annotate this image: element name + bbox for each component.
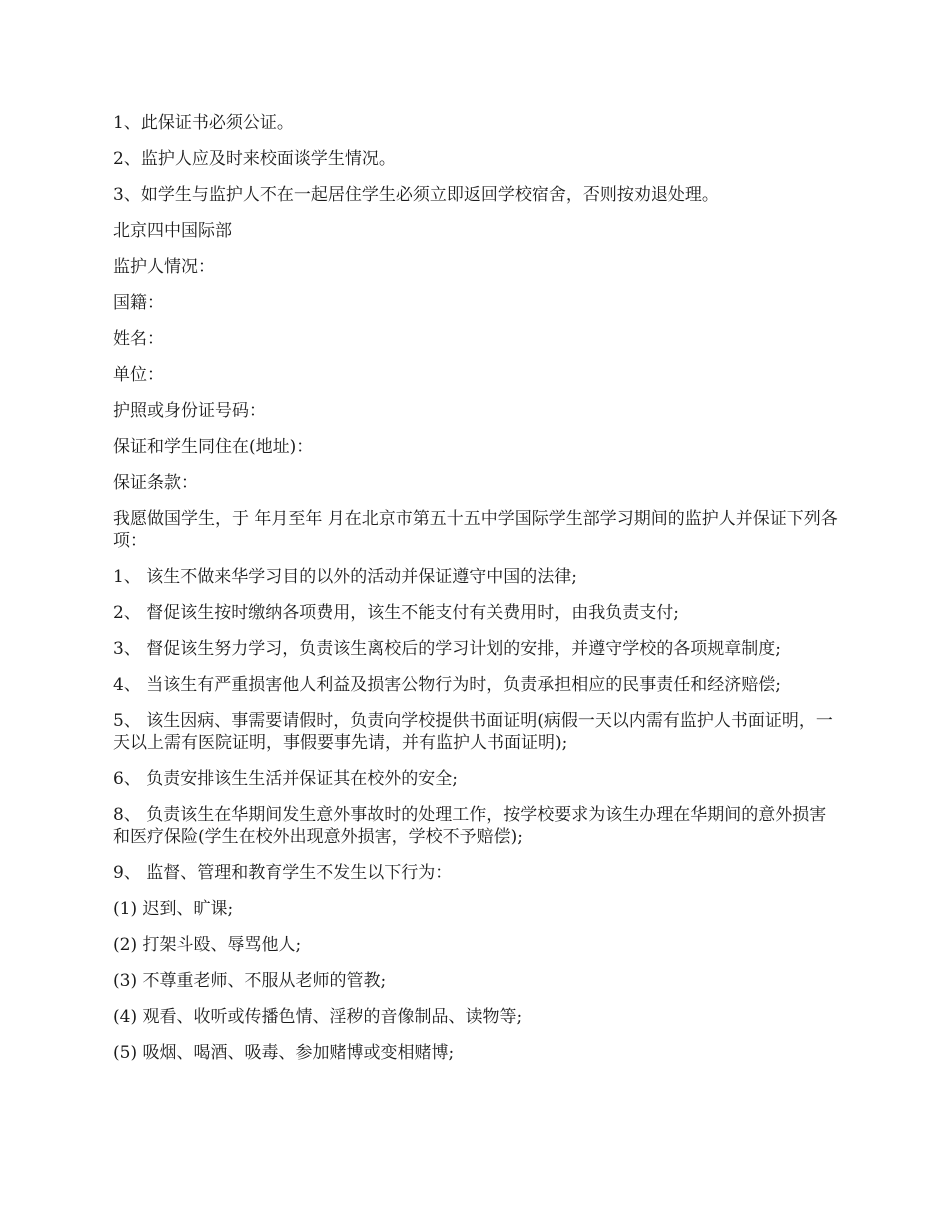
term-3: 3、 督促该生努力学习，负责该生离校后的学习计划的安排，并遵守学校的各项规章制度; bbox=[113, 639, 781, 659]
field-name: 姓名： bbox=[113, 329, 164, 349]
field-id-number: 护照或身份证号码： bbox=[113, 401, 266, 421]
term-6: 6、 负责安排该生生活并保证其在校外的安全; bbox=[113, 769, 458, 789]
term-2: 2、 督促该生按时缴纳各项费用，该生不能支付有关费用时，由我负责支付; bbox=[113, 603, 679, 623]
behavior-5: (5) 吸烟、喝酒、吸毒、参加赌博或变相赌博; bbox=[113, 1043, 455, 1063]
term-5: 5、 该生因病、事需要请假时，负责向学校提供书面证明(病假一天以内需有监护人书面证明，一天以上需有医院证明，事假要事先请，并有监护人书面证明); bbox=[113, 711, 833, 753]
note-guardian-visit: 2、监护人应及时来校面谈学生情况。 bbox=[113, 149, 396, 169]
note-notarization: 1、此保证书必须公证。 bbox=[113, 113, 294, 133]
behavior-1: (1) 迟到、旷课; bbox=[113, 899, 234, 919]
note-dormitory: 3、如学生与监护人不在一起居住学生必须立即返回学校宿舍，否则按劝退处理。 bbox=[113, 185, 719, 205]
terms-intro: 我愿做国学生，于 年月至年 月在北京市第五十五中学国际学生部学习期间的监护人并保证下列各项： bbox=[113, 509, 838, 551]
guardian-info-heading: 监护人情况： bbox=[113, 257, 215, 277]
document-body bbox=[113, 112, 838, 1078]
field-employer: 单位： bbox=[113, 365, 164, 385]
behavior-4: (4) 观看、收听或传播色情、淫秽的音像制品、读物等; bbox=[113, 1007, 523, 1027]
terms-heading: 保证条款： bbox=[113, 473, 198, 493]
behavior-2: (2) 打架斗殴、辱骂他人; bbox=[113, 935, 302, 955]
field-address: 保证和学生同住在(地址)： bbox=[113, 437, 314, 457]
field-nationality: 国籍： bbox=[113, 293, 164, 313]
term-9: 9、 监督、管理和教育学生不发生以下行为： bbox=[113, 863, 453, 883]
term-1: 1、 该生不做来华学习目的以外的活动并保证遵守中国的法律; bbox=[113, 567, 577, 587]
behavior-3: (3) 不尊重老师、不服从老师的管教; bbox=[113, 971, 387, 991]
school-name: 北京四中国际部 bbox=[113, 221, 232, 241]
term-4: 4、 当该生有严重损害他人利益及损害公物行为时，负责承担相应的民事责任和经济赔偿; bbox=[113, 675, 781, 695]
term-8: 8、 负责该生在华期间发生意外事故时的处理工作，按学校要求为该生办理在华期间的意外损害和医疗保险(学生在校外出现意外损害，学校不予赔偿); bbox=[113, 805, 827, 847]
